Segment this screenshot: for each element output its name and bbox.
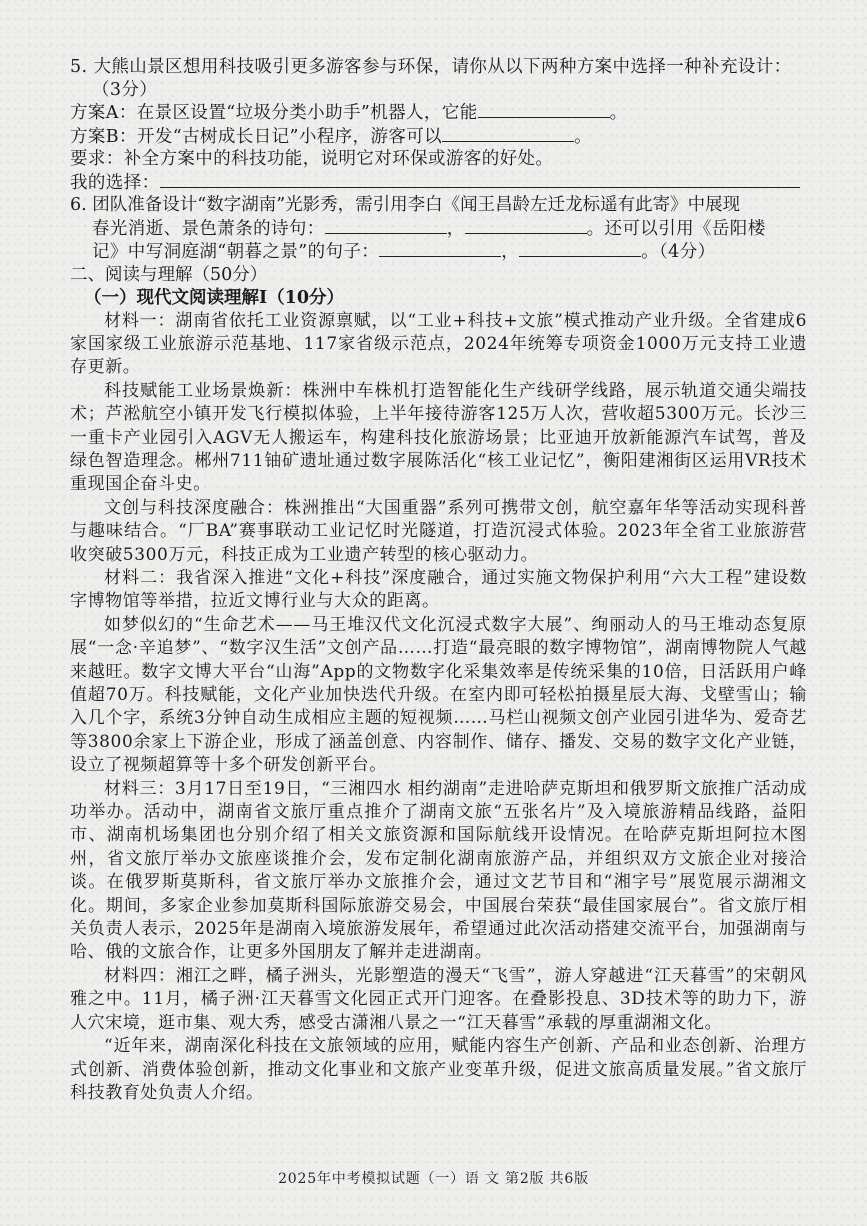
q5-stem: 5. 大熊山景区想用科技吸引更多游客参与环保，请你从以下两种方案中选择一种补充设计： xyxy=(70,57,792,77)
poem-blank-1[interactable] xyxy=(325,217,447,234)
q5-my-choice: 我的选择： xyxy=(70,171,807,195)
section-title: 二、阅读与理解（50分） xyxy=(70,264,268,285)
option-b-blank[interactable] xyxy=(442,125,574,142)
material-2-para-2: 如梦似幻的“生命艺术——马王堆汉代文化沉浸式数字大展”、绚丽动人的马王堆动态复原展“一念·辛追梦”、“数字汉生活”文创产品……打造“最亮眼的数字博物馆”，湖南博物院人气越来越旺。数字文博大平台“山海”App的文物数字化采集效率是传统采集的10倍，日活跃用户峰值超70万。科技赋能，文化产业加快迭代升级。在室内即可轻松拍摄星辰大海、戈壁雪山；输入几个字，系统3分钟自动生成相应主题的短视频……马栏山视频文创产业园引进华为、爱奇艺等3800余家上下游企业，形成了涵盖创意、内容制作、储存、播发、交易的数字文化产业链，设立了视频超算等十多个研发创新平台。 xyxy=(70,614,807,776)
material-1-para-1: 材料一：湖南省依托工业资源禀赋，以“工业+科技+文旅”模式推动产业升级。全省建成6家国家级工业旅游示范基地、117家省级示范点，2024年统筹专项资金1000万元支持工业遗存更新。 xyxy=(70,310,807,378)
essay-blank-2[interactable] xyxy=(519,240,641,257)
material-1-para-3: 文创与科技深度融合：株洲推出“大国重器”系列可携带文创，航空嘉年华等活动实现科普与趣味结合。“厂BA”赛事联动工业记忆时光隧道，打造沉浸式体验。2023年全省工业旅游营收突破5300万元，科技正成为工业遗产转型的核心驱动力。 xyxy=(70,497,807,565)
material-2-para-1: 材料二：我省深入推进“文化+科技”深度融合，通过实施文物保护利用“六大工程”建设数字博物馆等举措，拉近文博行业与大众的距离。 xyxy=(70,567,807,612)
subsection-title: （一）现代文阅读理解Ⅰ（10分） xyxy=(84,287,345,308)
q5-option-b: 方案B：开发“古树成长日记”小程序，游客可以 。 xyxy=(70,126,592,147)
q5-option-a: 方案A：在景区设置“垃圾分类小助手”机器人，它能 。 xyxy=(70,103,628,123)
q6-line2: 春光消逝、景色萧条的诗句： ， 。还可以引用《岳阳楼 xyxy=(92,218,766,239)
material-3-para: 材料三：3月17日至19日，“三湘四水 相约湖南”走进哈萨克斯坦和俄罗斯文旅推广活动成功举办。活动中，湖南省文旅厅重点推介了湖南文旅“五张名片”及入境旅游精品线路，益阳市、湖南机场集团也分别介绍了相关文旅资源和国际航线开设情况。在哈萨克斯坦阿拉木图州，省文旅厅举办文旅座谈推介会，发布定制化湖南旅游产品，并组织双方文旅企业对接洽谈。在俄罗斯莫斯科，省文旅厅举办文旅推介会，通过文艺节目和“湘字号”展览展示湖湘文化。期间，多家企业参加莫斯科国际旅游交易会，中国展台荣获“最佳国家展台”。省文旅厅相关负责人表示，2025年是湖南入境旅游发展年，希望通过此次活动搭建交流平台，加强湖南与哈、俄的文旅合作，让更多外国朋友了解并走进湖南。 xyxy=(70,778,807,963)
poem-blank-2[interactable] xyxy=(465,217,587,234)
option-a-blank[interactable] xyxy=(478,101,610,118)
page-footer: 2025年中考模拟试题（一）语 文 第2版 共6版 xyxy=(278,1171,589,1187)
essay-blank-1[interactable] xyxy=(379,240,501,257)
q5-score: （3分） xyxy=(92,79,158,100)
material-1-para-2: 科技赋能工业场景焕新：株洲中车株机打造智能化生产线研学线路，展示轨道交通尖端技术；芦淞航空小镇开发飞行模拟体验，上半年接待游客125万人次，营收超5300万元。长沙三一重卡产业园引入AGV无人搬运车，构建科技化旅游场景；比亚迪开放新能源汽车试驾，普及绿色智造理念。郴州711铀矿遗址通过数字展陈活化“核工业记忆”，衡阳建湘街区运用VR技术重现国企奋斗史。 xyxy=(70,380,807,495)
material-4-para-2: “近年来，湖南深化科技在文旅领域的应用，赋能内容生产创新、产品和业态创新、治理方式创新、消费体验创新，推动文化事业和文旅产业变革升级，促进文旅高质量发展。”省文旅厅科技教育处负责人介绍。 xyxy=(70,1036,807,1103)
my-choice-blank[interactable] xyxy=(160,171,800,188)
q6-line3: 记》中写洞庭湖“朝暮之景”的句子： ， 。（4分） xyxy=(92,242,716,262)
material-4-para-1: 材料四：湘江之畔，橘子洲头，光影塑造的漫天“飞雪”，游人穿越进“江天暮雪”的宋朝风雅之中。11月，橘子洲·江天暮雪文化园正式开门迎客。在叠影投息、3D技术等的助力下，游人穴宋境，逛市集、观大秀，感受古潇湘八景之一“江天暮雪”承载的厚重湖湘文化。 xyxy=(70,965,807,1033)
q5-requirement: 要求：补全方案中的科技功能，说明它对环保或游客的好处。 xyxy=(70,149,554,169)
q6-line1: 6. 团队准备设计“数字湖南”光影秀，需引用李白《闻王昌龄左迁龙标遥有此寄》中展现 xyxy=(70,195,741,215)
